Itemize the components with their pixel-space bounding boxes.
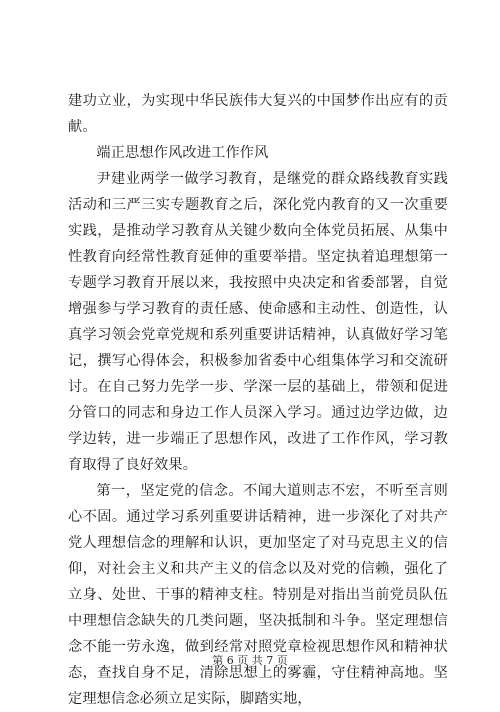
document-body — [68, 88, 448, 712]
paragraph-first-point: 第一，坚定党的信念。不闻大道则志不宏，不听至言则心不固。通过学习系列重要讲话精神，进一步深化了对共产党人理想信念的理解和认识，更加坚定了对马克思主义的信仰，对社会主义和共产主义的信念以及对党的信赖，强化了立身、处世、干事的精神支柱。特别是对指出当前党员队伍中理想信念缺失的几类问题，坚决抵制和斗争。坚定理想信念不能一劳永逸，做到经常对照党章检视思想作风和精神状态，查找自身不足，清除思想上的雾霾，守住精神高地。坚定理想信念必须立足实际，脚踏实地， — [68, 483, 448, 707]
paragraph-study-education: 尹建业两学一做学习教育，是继党的群众路线教育实践活动和三严三实专题教育之后，深化党内教育的又一次重要实践，是推动学习教育从关键少数向全体党员拓展、从集中性教育向经常性教育延伸的重要举措。坚定执着追理想第一专题学习教育开展以来，我按照中央决定和省委部署，自觉增强参与学习教育的责任感、使命感和主动性、创造性，认真学习领会党章党规和系列重要讲话精神，认真做好学习笔记，撰写心得体会，积极参加省委中心组集体学习和交流研讨。在自己努力先学一步、学深一层的基础上，带领和促进分管口的同志和身边工作人员深入学习。通过边学边做，边学边转，进一步端正了思想作风，改进了工作作风，学习教育取得了良好效果。 — [68, 171, 448, 473]
section-heading: 端正思想作风改进工作作风 — [96, 145, 269, 161]
paragraph-closing-line: 建功立业，为实现中华民族伟大复兴的中国梦作出应有的贡献。 — [68, 93, 448, 135]
page-number-footer: 第 6 页 共 7 页 — [212, 654, 288, 667]
